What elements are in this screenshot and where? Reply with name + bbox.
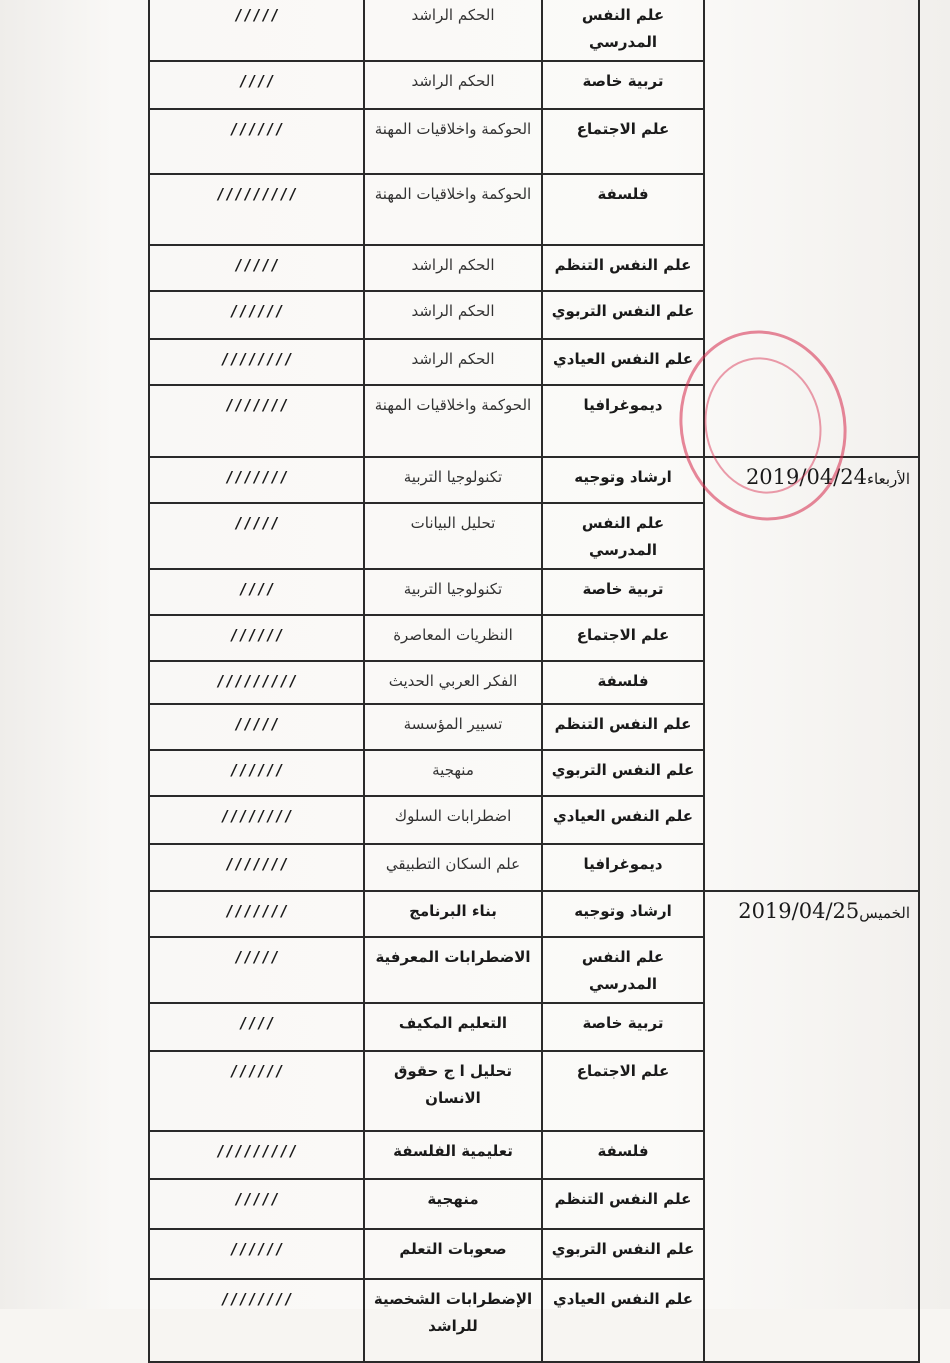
specialty-cell: علم النفس العيادي [542,1279,704,1362]
subject-cell: النظريات المعاصرة [364,615,542,661]
day-cell: الأربعاء2019/04/24 [704,457,919,891]
specialty-cell: علم النفس المدرسي [542,0,704,61]
mark-cell: ///// [149,245,364,291]
mark-cell: /////// [149,844,364,891]
subject-cell: تحليل ا ج حقوق الانسان [364,1051,542,1131]
subject-cell: الحكم الراشد [364,0,542,61]
mark-cell: ///// [149,937,364,1003]
subject-cell: الفكر العربي الحديث [364,661,542,704]
specialty-cell: فلسفة [542,174,704,245]
mark-cell: /////// [149,385,364,457]
table-row [149,0,919,61]
specialty-cell: علم النفس المدرسي [542,937,704,1003]
subject-cell: اضطرابات السلوك [364,796,542,844]
specialty-cell: علم النفس التربوي [542,750,704,796]
specialty-cell: تربية خاصة [542,569,704,615]
specialty-cell: علم الاجتماع [542,615,704,661]
subject-cell: الحكم الراشد [364,245,542,291]
specialty-cell: علم الاجتماع [542,1051,704,1131]
mark-cell: ////// [149,109,364,174]
specialty-cell: ديموغرافيا [542,385,704,457]
specialty-cell: ارشاد وتوجيه [542,891,704,937]
subject-cell: تكنولوجيا التربية [364,457,542,503]
subject-cell: علم السكان التطبيقي [364,844,542,891]
mark-cell: /////// [149,457,364,503]
mark-cell: //// [149,1003,364,1051]
specialty-cell: علم النفس العيادي [542,796,704,844]
specialty-cell: علم النفس العيادي [542,339,704,385]
subject-cell: الحكم الراشد [364,291,542,339]
exam-schedule-table [148,0,920,1363]
mark-cell: //////// [149,796,364,844]
day-cell [704,0,919,457]
table-row [149,891,919,937]
mark-cell: ///////// [149,1131,364,1179]
specialty-cell: علم النفس التنظم [542,1179,704,1229]
subject-cell: الحوكمة واخلاقيات المهنة [364,385,542,457]
mark-cell: ////// [149,615,364,661]
subject-cell: منهجية [364,1179,542,1229]
subject-cell: منهجية [364,750,542,796]
specialty-cell: فلسفة [542,661,704,704]
mark-cell: ///// [149,704,364,750]
mark-cell: ////// [149,291,364,339]
specialty-cell: ديموغرافيا [542,844,704,891]
subject-cell: تكنولوجيا التربية [364,569,542,615]
mark-cell: ////// [149,1229,364,1279]
specialty-cell: علم النفس المدرسي [542,503,704,569]
subject-cell: الإضطرابات الشخصية للراشد [364,1279,542,1362]
specialty-cell: تربية خاصة [542,61,704,109]
day-cell: الخميس2019/04/25 [704,891,919,1362]
subject-cell: تعليمية الفلسفة [364,1131,542,1179]
subject-cell: الحكم الراشد [364,339,542,385]
mark-cell: //////// [149,339,364,385]
mark-cell: ////// [149,1051,364,1131]
subject-cell: صعوبات التعلم [364,1229,542,1279]
specialty-cell: علم النفس التربوي [542,1229,704,1279]
mark-cell: ///// [149,1179,364,1229]
specialty-cell: فلسفة [542,1131,704,1179]
mark-cell: ///////// [149,174,364,245]
subject-cell: الحوكمة واخلاقيات المهنة [364,174,542,245]
mark-cell: /////// [149,891,364,937]
specialty-cell: علم الاجتماع [542,109,704,174]
table-row [149,457,919,503]
subject-cell: الحوكمة واخلاقيات المهنة [364,109,542,174]
specialty-cell: تربية خاصة [542,1003,704,1051]
mark-cell: ///////// [149,661,364,704]
specialty-cell: علم النفس التنظم [542,704,704,750]
subject-cell: تحليل البيانات [364,503,542,569]
subject-cell: التعليم المكيف [364,1003,542,1051]
specialty-cell: ارشاد وتوجيه [542,457,704,503]
mark-cell: //// [149,569,364,615]
mark-cell: //// [149,61,364,109]
subject-cell: الاضطرابات المعرفية [364,937,542,1003]
mark-cell: ///// [149,0,364,61]
mark-cell: ///// [149,503,364,569]
specialty-cell: علم النفس التربوي [542,291,704,339]
mark-cell: //////// [149,1279,364,1362]
subject-cell: تسيير المؤسسة [364,704,542,750]
specialty-cell: علم النفس التنظم [542,245,704,291]
subject-cell: بناء البرنامج [364,891,542,937]
mark-cell: ////// [149,750,364,796]
subject-cell: الحكم الراشد [364,61,542,109]
